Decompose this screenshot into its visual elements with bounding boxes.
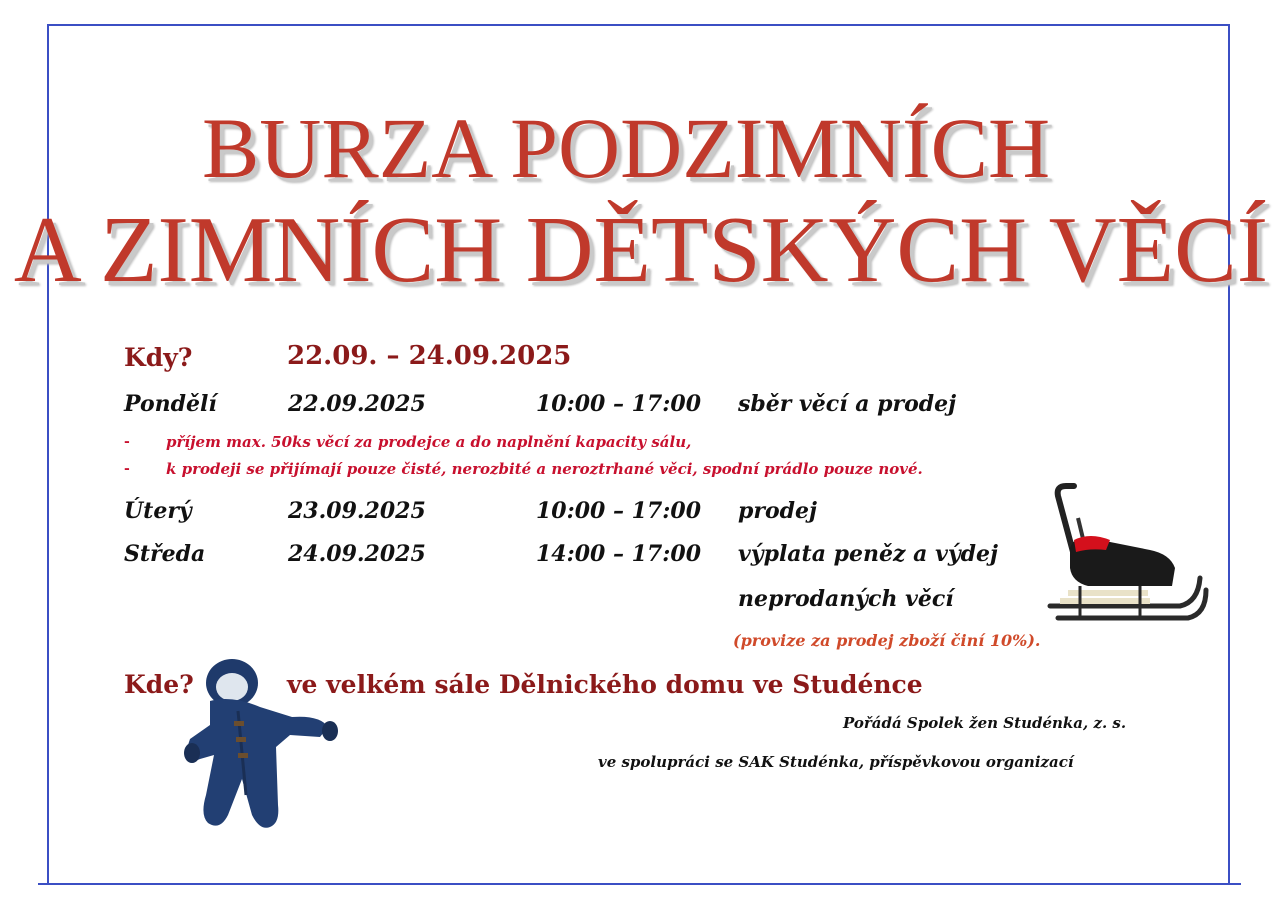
sled-image [1040,478,1210,638]
note-line-1: příjem max. 50ks věcí za prodejce a do naplnění kapacity sálu, [166,433,692,451]
bottom-rule [38,883,1241,885]
activity-wednesday-cont: neprodaných věcí [738,586,954,612]
organizer-line-2: ve spolupráci se SAK Studénka, příspěvkovou organizací [598,753,1074,771]
note-bullet-2: - [124,461,130,477]
title-line-2: A ZIMNÍCH DĚTSKÝCH VĚCÍ [13,198,1269,302]
day-tuesday: Úterý [124,498,192,524]
activity-tuesday: prodej [738,498,817,524]
date-monday: 22.09.2025 [288,391,426,417]
activity-wednesday: výplata peněz a výdej [738,541,998,567]
commission-note: (provize za prodej zboží činí 10%). [733,631,1041,650]
date-tuesday: 23.09.2025 [288,498,426,524]
date-wednesday: 24.09.2025 [288,541,426,567]
time-wednesday: 14:00 – 17:00 [536,541,702,567]
time-monday: 10:00 – 17:00 [536,391,702,417]
where-place: ve velkém sále Dělnického domu ve Studénce [287,670,923,699]
organizer-line-1: Pořádá Spolek žen Studénka, z. s. [843,714,1127,732]
time-tuesday: 10:00 – 17:00 [536,498,702,524]
day-wednesday: Středa [124,541,206,567]
note-bullet-1: - [124,434,130,450]
when-label: Kdy? [124,343,193,372]
when-range: 22.09. – 24.09.2025 [287,341,572,371]
where-label: Kde? [124,670,194,699]
snowsuit-image [180,655,340,835]
note-line-2: k prodeji se přijímají pouze čisté, nerozbité a neroztrhané věci, spodní prádlo pouze nové. [166,460,923,478]
activity-monday: sběr věcí a prodej [738,391,957,417]
title-line-1: BURZA PODZIMNÍCH [201,100,1051,196]
day-monday: Pondělí [124,391,217,417]
